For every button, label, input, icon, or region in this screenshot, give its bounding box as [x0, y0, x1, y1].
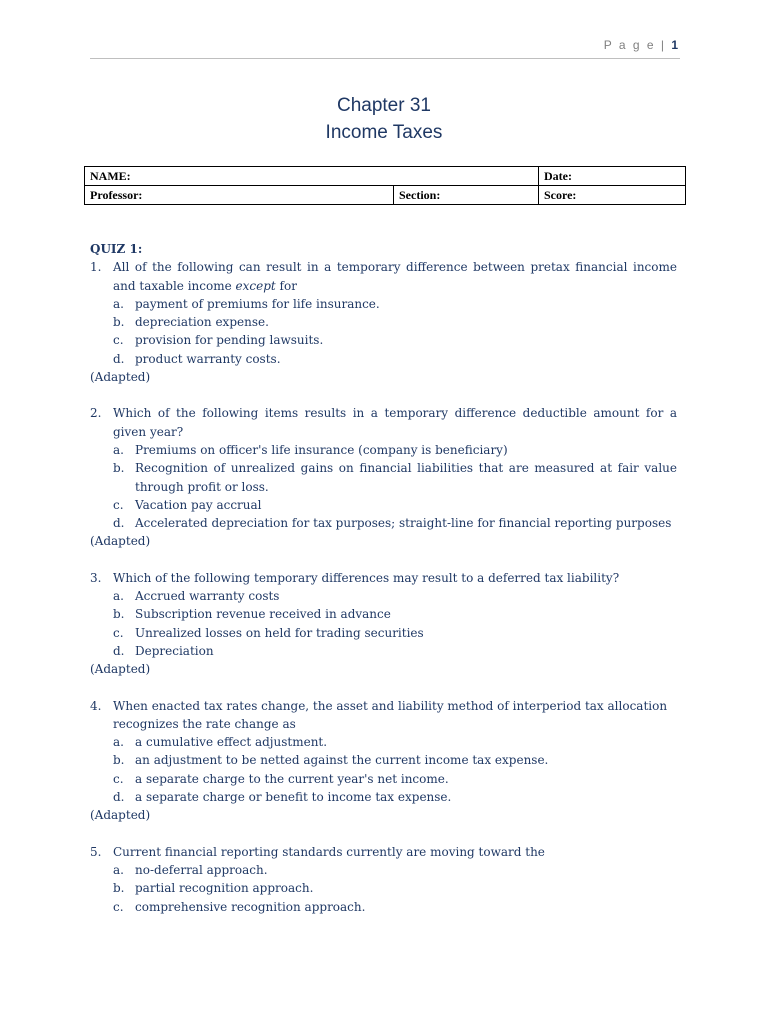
- option-c[interactable]: c. comprehensive recognition approach.: [113, 899, 366, 914]
- question-number: 2.: [90, 406, 102, 421]
- option-d[interactable]: d. Accelerated depreciation for tax purposes; straight-line for financial reporting purposes: [113, 516, 672, 531]
- page-header: [604, 38, 678, 52]
- question-number: 3.: [90, 570, 102, 585]
- question-text: All of the following can result in a temporary difference between pretax financial income and taxable income except for: [113, 260, 677, 293]
- quiz-title: QUIZ 1:: [90, 242, 143, 256]
- page-label: P a g e |: [603, 38, 666, 52]
- student-info-table: [84, 166, 686, 205]
- option-b[interactable]: b. partial recognition approach.: [113, 881, 314, 896]
- adapted-note: (Adapted): [90, 662, 151, 677]
- question-5: [90, 843, 677, 916]
- score-cell[interactable]: Score:: [539, 186, 686, 205]
- name-cell[interactable]: NAME:: [85, 167, 539, 186]
- option-c[interactable]: c. a separate charge to the current year's net income.: [113, 771, 449, 786]
- option-b[interactable]: b. an adjustment to be netted against the current income tax expense.: [113, 753, 549, 768]
- question-4: [90, 697, 677, 825]
- option-b[interactable]: b. depreciation expense.: [113, 315, 269, 330]
- adapted-note: (Adapted): [90, 370, 151, 385]
- question-1: [90, 258, 677, 386]
- option-d[interactable]: d. Depreciation: [113, 643, 214, 658]
- question-text: When enacted tax rates change, the asset and liability method of interperiod tax allocation recognizes the rate change as: [113, 698, 668, 731]
- option-d[interactable]: d. a separate charge or benefit to income tax expense.: [113, 790, 452, 805]
- option-a[interactable]: a. payment of premiums for life insurance.: [113, 296, 380, 311]
- option-a[interactable]: a. no-deferral approach.: [113, 862, 268, 877]
- question-number: 5.: [90, 844, 102, 859]
- professor-cell[interactable]: Professor:: [85, 186, 394, 205]
- question-text: Current financial reporting standards currently are moving toward the: [113, 844, 545, 859]
- option-a[interactable]: a. Premiums on officer's life insurance (company is beneficiary): [113, 442, 508, 457]
- chapter-title: Chapter 31: [336, 95, 431, 116]
- question-3: [90, 569, 677, 679]
- question-number: 1.: [90, 260, 102, 275]
- question-text: Which of the following temporary differences may result to a deferred tax liability?: [113, 570, 620, 585]
- option-c[interactable]: c. Vacation pay accrual: [113, 497, 262, 512]
- option-c[interactable]: c. provision for pending lawsuits.: [113, 333, 324, 348]
- question-number: 4.: [90, 698, 102, 713]
- page-number: 1: [671, 38, 678, 52]
- header-divider: [90, 58, 680, 59]
- adapted-note: (Adapted): [90, 808, 151, 823]
- question-text: Which of the following items results in a temporary difference deductible amount for a given year?: [113, 406, 677, 439]
- chapter-subtitle: Income Taxes: [325, 122, 443, 143]
- emphasis-except: except: [235, 278, 276, 293]
- quiz-content: [90, 240, 677, 934]
- option-b[interactable]: b. Subscription revenue received in advance: [113, 607, 391, 622]
- date-cell[interactable]: Date:: [539, 167, 686, 186]
- document-title: [0, 92, 768, 146]
- option-c[interactable]: c. Unrealized losses on held for trading securities: [113, 625, 424, 640]
- option-d[interactable]: d. product warranty costs.: [113, 351, 281, 366]
- adapted-note: (Adapted): [90, 534, 151, 549]
- section-cell[interactable]: Section:: [394, 186, 539, 205]
- option-a[interactable]: a. Accrued warranty costs: [113, 589, 280, 604]
- question-2: [90, 404, 677, 550]
- option-b[interactable]: b. Recognition of unrealized gains on financial liabilities that are measured at fair value through profit or loss.: [113, 461, 677, 494]
- option-a[interactable]: a. a cumulative effect adjustment.: [113, 735, 328, 750]
